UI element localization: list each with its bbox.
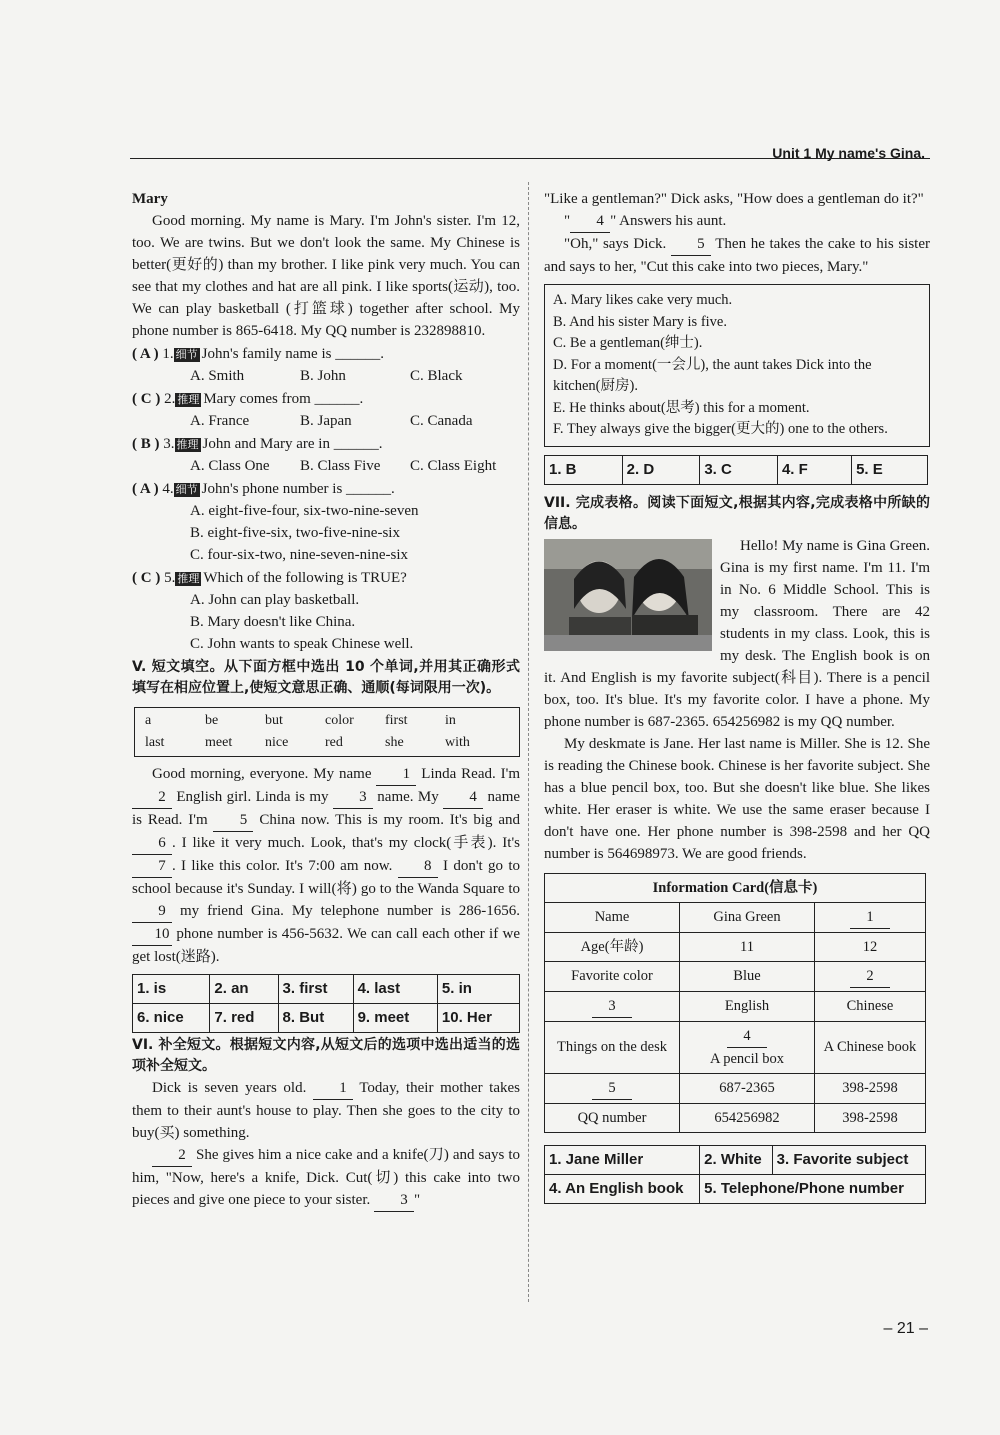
answer-mark: ( C ) [132,570,161,586]
option: A. Smith [190,368,245,384]
option: C. John wants to speak Chinese well. [190,636,414,652]
card-cell: 11 [680,932,815,961]
blank-1[interactable]: 1 [313,1077,353,1100]
word: first [385,713,408,728]
answer-cell: 10. Her [437,1004,519,1033]
card-cell: Name [545,902,680,932]
question-stem: Which of the following is TRUE? [203,570,407,586]
blank-4[interactable]: 4 [443,786,483,809]
blank-5[interactable]: 5 [592,1077,632,1100]
section-6-title: VI. 补全短文。根据短文内容,从短文后的选项中选出适当的选项补全短文。 [132,1037,520,1074]
header-rule [130,158,930,159]
card-cell: Blue [680,961,815,991]
section-6-para-4: " 4 " Answers his aunt. [544,210,930,233]
blank-10[interactable]: 10 [132,923,172,946]
blank-5[interactable]: 5 [671,233,711,256]
word: nice [265,735,289,750]
option: A. eight-five-four, six-two-nine-seven [190,503,419,519]
blank-1[interactable]: 1 [850,906,890,929]
answer-mark: ( A ) [132,481,159,497]
answer-cell: 8. But [278,1004,353,1033]
question-tag: 细节 [175,349,198,361]
blank-2[interactable]: 2 [132,786,172,809]
question-stem: Mary comes from ______. [203,391,364,407]
option: A. France [190,413,250,429]
blank-3[interactable]: 3 [592,995,632,1018]
card-cell: 654256982 [680,1103,815,1132]
mcq-1 [132,343,520,387]
passage-title: Mary [132,191,168,207]
answer-mark: ( A ) [132,346,159,362]
passage-mary: Good morning. My name is Mary. I'm John's sister. I'm 12, too. We are twins. But we don't look the same. My Chinese is better(更好的) than my brother. I like pink very much. You can see that my clothes and hat are all pink. I like sports(运动), too. We can play basketball (打篮球) together after school. My phone number is 865-6418. My QQ number is 232898810. [132,213,520,339]
question-stem: John's family name is ______. [201,346,384,362]
answer-cell: 4. last [353,975,437,1004]
word: last [145,735,165,750]
options-box [544,284,930,447]
question-tag: 推理 [177,394,200,406]
card-cell: Gina Green [680,902,815,932]
blank-5[interactable]: 5 [213,809,253,832]
option: B. John [300,368,346,384]
question-number: 4. [162,481,174,497]
card-cell: 687-2365 [680,1073,815,1103]
option: C. Canada [410,413,473,429]
option: C. four-six-two, nine-seven-nine-six [190,547,408,563]
information-card [544,873,926,1133]
option: D. For a moment(一会儿), the aunt takes Dick into the kitchen(厨房). [553,356,872,394]
column-divider [528,182,529,1302]
question-stem: John's phone number is ______. [201,481,395,497]
page-number: – 21 – [883,1320,928,1337]
card-cell: 4 A pencil box [680,1021,815,1073]
answer-cell: 5. E [852,455,928,484]
blank-9[interactable]: 9 [132,900,172,923]
answer-cell: 2. an [210,975,278,1004]
answer-cell: 5. in [437,975,519,1004]
mcq-5 [132,567,520,655]
section-6-para-5: "Oh," says Dick. 5 Then he takes the cake to his sister and says to her, "Cut this cake into two pieces, Mary." [544,233,930,278]
answer-cell: 4. An English book [545,1174,700,1203]
question-number: 5. [164,570,176,586]
card-cell: A Chinese book [815,1021,926,1073]
answer-cell: 1. is [133,975,210,1004]
card-blank[interactable] [815,902,926,932]
section-6-answers [544,455,928,485]
option: C. Be a gentleman(绅士). [553,335,703,351]
answer-cell: 2. White [700,1145,772,1174]
section-7-para-2: My deskmate is Jane. Her last name is Miller. She is 12. She is reading the Chinese book. Chinese is her favorite subject. She has a blue pencil box, too. But she doesn't like blue. She likes white. Her eraser is white. We use the same eraser because I don't have one. Her phone number is 398-2598 and her QQ number is 564698973. We are good friends. [544,735,930,862]
section-5-title: V. 短文填空。从下面方框中选出 10 个单词,并用其正确形式填写在相应位置上,使短文意思正确、通顺(每词限用一次)。 [132,659,520,696]
card-cell: 12 [815,932,926,961]
answer-cell: 1. B [545,455,623,484]
card-cell: Chinese [815,991,926,1021]
blank-1[interactable]: 1 [376,763,416,786]
question-tag: 细节 [175,484,198,496]
word: she [385,735,404,750]
option: B. And his sister Mary is five. [553,313,727,330]
blank-7[interactable]: 7 [132,855,172,878]
answer-cell: 3. first [278,975,353,1004]
question-tag: 推理 [177,573,200,585]
card-cell: English [680,991,815,1021]
blank-2[interactable]: 2 [152,1144,192,1167]
cloze-passage: Good morning, everyone. My name 1 Linda Read. I'm 2 English girl. Linda is my 3 name. My 4 name is Read. I'm 5 China now. This is my room. It's big and 6 . I like it very much. Look, that's my clock(手表). It's 7 . I like this color. It's 7:00 am now. 8 I don't go to school because it's Sunday. I will(将) go to the Wanda Square to 9 my friend Gina. My telephone number is 286-1656. 10 phone number is 456-5632. We can call each other if we get lost(迷路). [132,763,520,968]
option: B. Mary doesn't like China. [190,614,356,630]
blank-2[interactable]: 2 [850,965,890,988]
word: with [445,735,470,750]
mcq-2 [132,388,520,432]
word: be [205,713,219,728]
section-6-para-2: 2 She gives him a nice cake and a knife(刀) and says to him, "Now, here's a knife, Dick. Cut(切) this cake into two pieces and give one piece to your sister. 3 " [132,1144,520,1212]
answer-cell: 3. Favorite subject [772,1145,925,1174]
section-6-para-1: Dick is seven years old. 1 Today, their mother takes them to their aunt's house to play. Then she goes to the city to buy(买) something. [132,1077,520,1144]
question-stem: John and Mary are in ______. [202,436,383,452]
answer-cell: 3. C [700,455,778,484]
blank-4[interactable]: 4 [727,1025,767,1048]
option: C. Black [410,368,463,384]
option: A. John can play basketball. [190,592,360,608]
answer-mark: ( B ) [132,436,160,452]
word: meet [205,735,233,750]
blank-3[interactable]: 3 [333,786,373,809]
card-cell: Things on the desk [545,1021,680,1073]
mcq-3 [132,433,520,477]
card-title: Information Card(信息卡) [545,873,926,902]
card-blank[interactable] [545,1073,680,1103]
answer-cell: 7. red [210,1004,278,1033]
answer-cell: 6. nice [133,1004,210,1033]
word-box [134,707,520,757]
option: F. They always give the bigger(更大的) one to the others. [553,421,888,437]
option: E. He thinks about(思考) this for a moment. [553,399,810,416]
option: B. eight-five-six, two-five-nine-six [190,525,400,541]
running-header: Unit 1 My name's Gina. [772,145,925,161]
option: A. Class One [190,458,270,474]
answer-cell: 2. D [622,455,700,484]
option: B. Japan [300,413,352,429]
blank-8[interactable]: 8 [398,855,438,878]
card-cell: QQ number [545,1103,680,1132]
section-7-para-1: Hello! My name is Gina Green. Gina is my first name. I'm 11. I'm in No. 6 Middle School. This is my classroom. There are 42 students in my class. Look, this is my desk. The English book is on it. And English is my favorite subject(科目). There is a pencil box, too. It's blue. It's my favorite color. I have a phone. My phone number is 687-2365. 654256982 is my QQ number. [544,537,930,730]
question-number: 1. [162,346,174,362]
card-cell: Age(年龄) [545,932,680,961]
word: red [325,735,343,750]
question-number: 2. [164,391,176,407]
blank-4[interactable]: 4 [570,210,610,233]
card-blank[interactable] [545,991,680,1021]
blank-3[interactable]: 3 [374,1189,414,1212]
answer-cell: 5. Telephone/Phone number [700,1174,926,1203]
option: B. Class Five [300,458,381,474]
word: a [145,713,152,728]
answer-mark: ( C ) [132,391,161,407]
card-cell: 398-2598 [815,1103,926,1132]
question-number: 3. [163,436,175,452]
word: in [445,713,456,728]
section-7-answers [544,1145,926,1204]
two-girls-photo [544,539,712,651]
section-7-title: VII. 完成表格。阅读下面短文,根据其内容,完成表格中所缺的信息。 [544,494,930,532]
card-blank[interactable] [815,961,926,991]
card-cell: Favorite color [545,961,680,991]
section-6-para-3: "Like a gentleman?" Dick asks, "How does a gentleman do it?" [544,191,924,207]
mcq-4 [132,478,520,566]
blank-6[interactable]: 6 [132,832,172,855]
answer-cell: 4. F [777,455,851,484]
right-column [544,188,930,1204]
word: color [325,713,354,728]
card-cell: 398-2598 [815,1073,926,1103]
option: C. Class Eight [410,458,497,474]
left-column [132,188,520,1212]
answer-cell: 1. Jane Miller [545,1145,700,1174]
option: A. Mary likes cake very much. [553,292,733,308]
answer-cell: 9. meet [353,1004,437,1033]
section-5-answers [132,974,520,1033]
question-tag: 推理 [176,439,199,451]
word: but [265,713,283,728]
